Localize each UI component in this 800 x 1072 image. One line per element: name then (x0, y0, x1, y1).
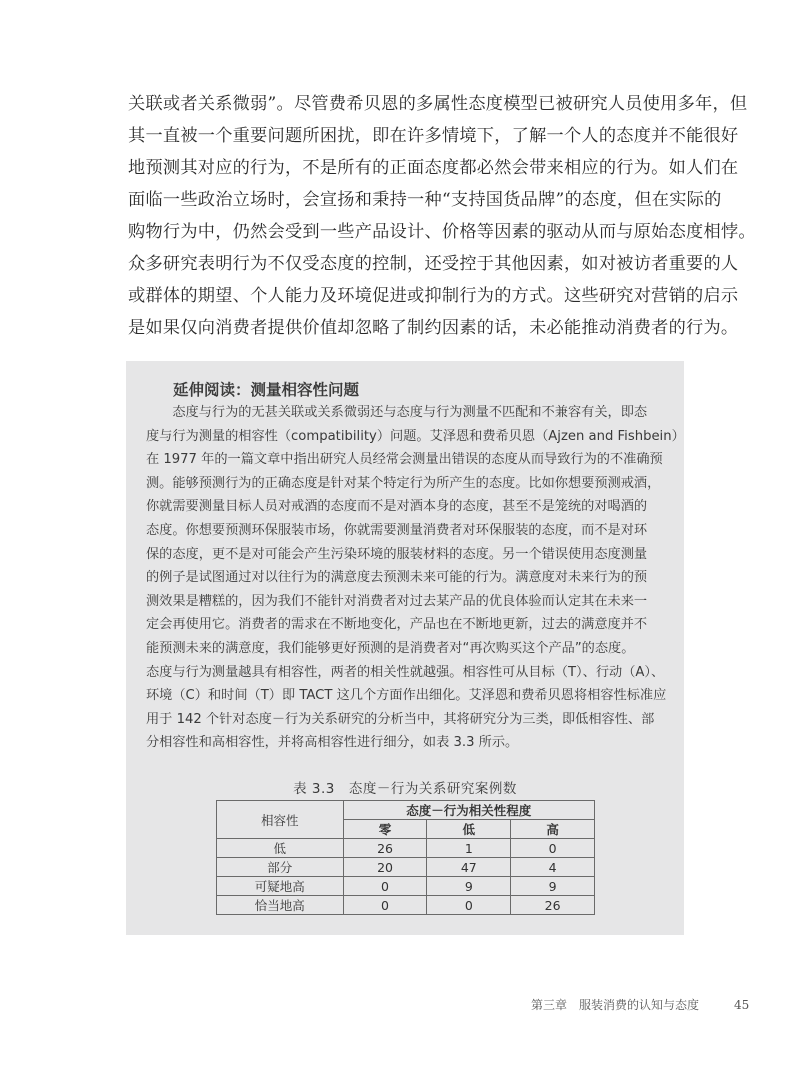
sidebar-line: 态度与行为测量越具有相容性，两者的相关性就越强。相容性可从目标（T）、行动（A）、 (146, 664, 665, 680)
table-cell: 0 (343, 896, 427, 915)
sidebar-line: 度与行为测量的相容性（compatibility）问题。艾泽恩和费希贝恩（Ajzen and Fishbein） (146, 428, 685, 444)
body-line: 地预测其对应的行为，不是所有的正面态度都必然会带来相应的行为。如人们在 (128, 158, 739, 178)
footer-chapter-title: 第三章 服装消费的认知与态度 (531, 998, 700, 1012)
row-label-cell: 部分 (217, 858, 344, 877)
sidebar-line: 测效果是糟糕的，因为我们不能针对消费者对过去某产品的优良体验而认定其在未来一 (146, 593, 648, 609)
body-line: 面临一些政治立场时，会宣扬和秉持一种“支持国货品牌”的态度，但在实际的 (128, 190, 722, 210)
column-header-cell: 低 (427, 820, 511, 839)
sidebar-line: 测。能够预测行为的正确态度是针对某个特定行为所产生的态度。比如你想要预测戒酒， (146, 475, 661, 491)
sidebar-line: 态度。你想要预测环保服装市场，你就需要测量消费者对环保服装的态度，而不是对环 (146, 522, 648, 538)
table-cell: 4 (511, 858, 595, 877)
table-row (217, 896, 595, 915)
sidebar-line: 在 1977 年的一篇文章中指出研究人员经常会测量出错误的态度从而导致行为的不准确预 (146, 452, 663, 468)
body-line: 众多研究表明行为不仅受态度的控制，还受控于其他因素，如对被访者重要的人 (128, 254, 739, 274)
table-cell: 26 (511, 896, 595, 915)
main-body-text (128, 88, 756, 344)
sidebar-title: 延伸阅读：测量相容性问题 (173, 381, 360, 399)
group-header-cell: 态度－行为相关性程度 (343, 801, 594, 820)
table-cell: 0 (343, 877, 427, 896)
table-header-row (217, 801, 595, 820)
table-row (217, 839, 595, 858)
body-line: 是如果仅向消费者提供价值却忽略了制约因素的话，未必能推动消费者的行为。 (128, 318, 739, 338)
table-cell: 9 (511, 877, 595, 896)
sidebar-line: 你就需要测量目标人员对戒酒的态度而不是对酒本身的态度，甚至不是笼统的对喝酒的 (146, 499, 648, 515)
sidebar-line: 定会再使用它。消费者的需求在不断地变化，产品也在不断地更新，过去的满意度并不 (146, 617, 648, 633)
table-cell: 20 (343, 858, 427, 877)
sidebar-line: 的例子是试图通过对以往行为的满意度去预测未来可能的行为。满意度对未来行为的预 (146, 570, 648, 586)
sidebar-line: 分相容性和高相容性，并将高相容性进行细分，如表 3.3 所示。 (146, 735, 519, 751)
row-label-cell: 低 (217, 839, 344, 858)
page-number: 45 (734, 998, 750, 1012)
sidebar-line: 环境（C）和时间（T）即 TACT 这几个方面作出细化。艾泽恩和费希贝恩将相容性标准应 (146, 688, 667, 704)
table-cell: 47 (427, 858, 511, 877)
sidebar-line: 能预测未来的满意度，我们能够更好预测的是消费者对“再次购买这个产品”的态度。 (146, 640, 635, 656)
row-label-cell: 恰当地高 (217, 896, 344, 915)
table-cell: 0 (427, 896, 511, 915)
column-header-cell: 高 (511, 820, 595, 839)
table-cell: 26 (343, 839, 427, 858)
table-row (217, 858, 595, 877)
body-line: 购物行为中，仍然会受到一些产品设计、价格等因素的驱动从而与原始态度相悖。 (128, 222, 756, 242)
sidebar-body-text (146, 401, 685, 755)
table-cell: 0 (511, 839, 595, 858)
table-caption: 表 3.3 态度－行为关系研究案例数 (293, 781, 517, 797)
body-line: 或群体的期望、个人能力及环境促进或抑制行为的方式。这些研究对营销的启示 (128, 286, 739, 306)
row-label-cell: 可疑地高 (217, 877, 344, 896)
row-header-cell: 相容性 (217, 801, 344, 839)
table-cell: 1 (427, 839, 511, 858)
extended-reading-box (126, 361, 684, 935)
sidebar-line: 态度与行为的无甚关联或关系微弱还与态度与行为测量不匹配和不兼容有关，即态 (146, 405, 648, 420)
table-cell: 9 (427, 877, 511, 896)
body-line: 其一直被一个重要问题所困扰，即在许多情境下，了解一个人的态度并不能很好 (128, 126, 739, 146)
table-row (217, 877, 595, 896)
column-header-cell: 零 (343, 820, 427, 839)
compatibility-table (216, 800, 595, 915)
sidebar-line: 用于 142 个针对态度－行为关系研究的分析当中，其将研究分为三类，即低相容性、部 (146, 711, 655, 727)
body-line: 关联或者关系微弱”。尽管费希贝恩的多属性态度模型已被研究人员使用多年，但 (128, 94, 748, 114)
sidebar-line: 保的态度，更不是对可能会产生污染环境的服装材料的态度。另一个错误使用态度测量 (146, 546, 648, 562)
